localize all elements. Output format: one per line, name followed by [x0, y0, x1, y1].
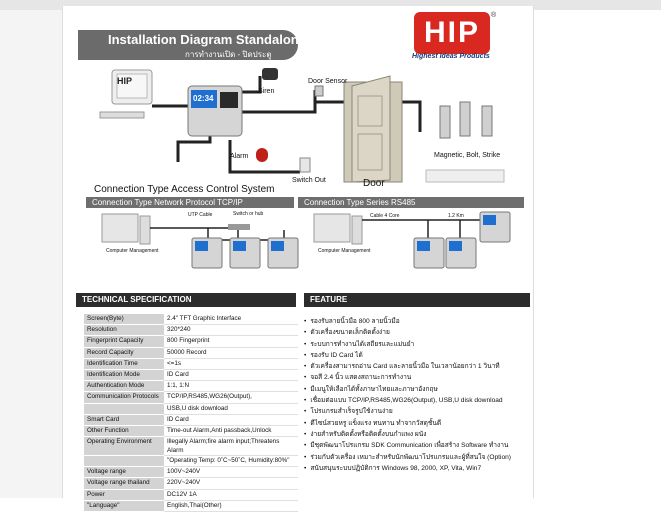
feature-item: • มีชุดพัฒนาโปรแกรม SDK Communication เพื่อสร้าง Software ทำงาน [304, 440, 530, 451]
feature-item: • สนับสนุนระบบปฏิบัติการ Windows 98, 2000, XP, Vita, Win7 [304, 463, 530, 474]
door-label: Door [363, 178, 385, 189]
spec-row [84, 414, 298, 425]
spec-value: 2.4" TFT Graphic Interface [164, 314, 298, 325]
tcp-device-3-screen [271, 241, 284, 251]
spec-value: 50000 Record [164, 347, 298, 358]
registered-mark: ® [491, 12, 497, 19]
feature-item: • รองรับ ID Card ได้ [304, 350, 530, 361]
spec-value: USB,U disk download [164, 403, 298, 414]
switch-label: Switch or hub [233, 211, 264, 217]
spec-key: Smart Card [84, 414, 164, 425]
feature-item: • โปรแกรมสำเร็จรูปใช้งานง่าย [304, 406, 530, 417]
strike-lock [482, 106, 492, 136]
spec-key: Resolution [84, 325, 164, 336]
fingerprint-sensor [220, 92, 238, 108]
logo-tagline: Highest Ideas Products [412, 53, 490, 60]
tcp-device-2-screen [233, 241, 246, 251]
tcp-computer-label: Computer Management [106, 248, 159, 254]
spec-key: Voltage range thailand [84, 478, 164, 489]
length-label: 1.2 Km [448, 213, 464, 219]
locks-label: Magnetic, Bolt, Strike [434, 152, 501, 159]
spec-row [84, 456, 298, 467]
spec-key: Power [84, 489, 164, 500]
spec-row [84, 325, 298, 336]
left-gutter [0, 10, 62, 498]
spec-value: 320*240 [164, 325, 298, 336]
page-title: Installation Diagram Standalone [108, 32, 306, 47]
door-sensor-label: Door Sensor [308, 78, 348, 85]
spec-value: 800 Fingerprint [164, 336, 298, 347]
spec-row [84, 369, 298, 380]
spec-heading: TECHNICAL SPECIFICATION [76, 293, 296, 307]
spec-key: Operating Environment [84, 437, 164, 456]
spec-row [84, 314, 298, 325]
hip-logo: HIP [414, 12, 490, 54]
rs485-tower [352, 216, 362, 244]
spec-key: Communication Protocols [84, 392, 164, 403]
tcp-computer [102, 214, 138, 242]
feature-item: • ตัวเครื่องสามารถอ่าน Card และลายนิ้วมือ ในเวลาน้อยกว่า 1 วินาที [304, 361, 530, 372]
tcp-bar: Connection Type Network Protocol TCP/IP [86, 197, 294, 208]
rs485-computer-label: Computer Management [318, 248, 371, 254]
spec-row [84, 381, 298, 392]
spec-value: <=1s [164, 358, 298, 369]
spec-key: "Language" [84, 500, 164, 511]
switch-hub [228, 224, 250, 230]
spec-key: Authentication Mode [84, 381, 164, 392]
spec-value: DC12V 1A [164, 489, 298, 500]
feature-item: • รองรับลายนิ้วมือ 800 ลายนิ้วมือ [304, 316, 530, 327]
spec-table [84, 314, 298, 512]
spec-row [84, 467, 298, 478]
siren-device [262, 68, 278, 80]
spec-row [84, 358, 298, 369]
spec-value: Time-out Alarm,Anti passback,Unlock [164, 425, 298, 436]
spec-row [84, 500, 298, 511]
feature-item: • มีเมนูให้เลือกได้ทั้งภาษาไทยและภาษาอังกฤษ [304, 384, 530, 395]
feature-heading: FEATURE [304, 293, 530, 307]
spec-row [84, 489, 298, 500]
feature-item: • ตัวเครื่องขนาดเล็กติดตั้งง่าย [304, 327, 530, 338]
connection-title: Connection Type Access Control System [94, 184, 275, 195]
tcp-tower [140, 216, 150, 244]
rs485-device-2-screen [449, 241, 462, 251]
rs485-bar: Connection Type Series RS485 [298, 197, 524, 208]
feature-item: • ระบบการทำงานได้เสถียรและแม่นยำ [304, 339, 530, 350]
spec-key: Voltage range [84, 467, 164, 478]
feature-item: • ง่ายสำหรับติดตั้งหรือติดตั้งบนกำแพง ผนัง [304, 429, 530, 440]
spec-value: English,Thai(Other) [164, 500, 298, 511]
feature-item: • ดีไซน์สวยหรู แข็งแรง ทนทาน ทำจากวัสดุชั้นดี [304, 418, 530, 429]
spec-key [84, 403, 164, 414]
cable-label: Cable 4 Core [370, 213, 400, 219]
rs485-computer [314, 214, 350, 242]
spec-row [84, 437, 298, 456]
spec-row [84, 425, 298, 436]
keyboard [100, 112, 144, 118]
rs485-device-3-screen [483, 215, 496, 225]
installation-diagram [90, 62, 510, 190]
bolt-lock [460, 102, 470, 136]
spec-row [84, 392, 298, 403]
spec-key: Record Capacity [84, 347, 164, 358]
siren-label: Siren [258, 88, 275, 95]
accessories-strip [426, 170, 504, 182]
computer-logo: HIP [117, 76, 133, 86]
magnetic-lock [440, 106, 450, 138]
tcp-device-1-screen [195, 241, 208, 251]
device-screen-text: 02:34 [193, 94, 214, 103]
alarm-device [256, 148, 268, 162]
spec-row [84, 347, 298, 358]
spec-value: 1:1, 1:N [164, 381, 298, 392]
spec-row [84, 403, 298, 414]
spec-value: TCP/IP,RS485,WG26(Output), [164, 392, 298, 403]
feature-item: • ร่วมกับตัวเครื่อง เหมาะสำหรับนักพัฒนาโปรแกรมและผู้ที่สนใจ (Option) [304, 452, 530, 463]
spec-key: Identification Time [84, 358, 164, 369]
door-sensor-device [315, 86, 323, 96]
rs485-device-1-screen [417, 241, 430, 251]
page-subtitle: การทำงานเปิด - ปิดประตู [185, 50, 272, 59]
feature-list [304, 316, 530, 474]
spec-value: ID Card [164, 414, 298, 425]
spec-key: Screen(Byte) [84, 314, 164, 325]
spec-value: 100V~240V [164, 467, 298, 478]
feature-item: • เชื่อมต่อแบบ TCP/IP,RS485,WG26(Output), USB,U disk download [304, 395, 530, 406]
spec-row [84, 336, 298, 347]
spec-value: "Operating Temp: 0˚C~50˚C, Humidity:80%" [164, 456, 298, 467]
switch-out-device [300, 158, 310, 172]
spec-key [84, 456, 164, 467]
spec-value: Illegally Alarm;fire alarm input;Threatens Alarm [164, 437, 298, 456]
spec-key: Identification Mode [84, 369, 164, 380]
switch-out-label: Switch Out [292, 177, 326, 184]
spec-value: 220V~240V [164, 478, 298, 489]
spec-value: ID Card [164, 369, 298, 380]
spec-key: Fingerprint Capacity [84, 336, 164, 347]
spec-row [84, 478, 298, 489]
feature-item: • จอสี 2.4 นิ้ว แสดงสถานะการทำงาน [304, 372, 530, 383]
utp-label: UTP Cable [188, 212, 213, 218]
alarm-label: Alarm [230, 153, 249, 160]
spec-key: Other Function [84, 425, 164, 436]
